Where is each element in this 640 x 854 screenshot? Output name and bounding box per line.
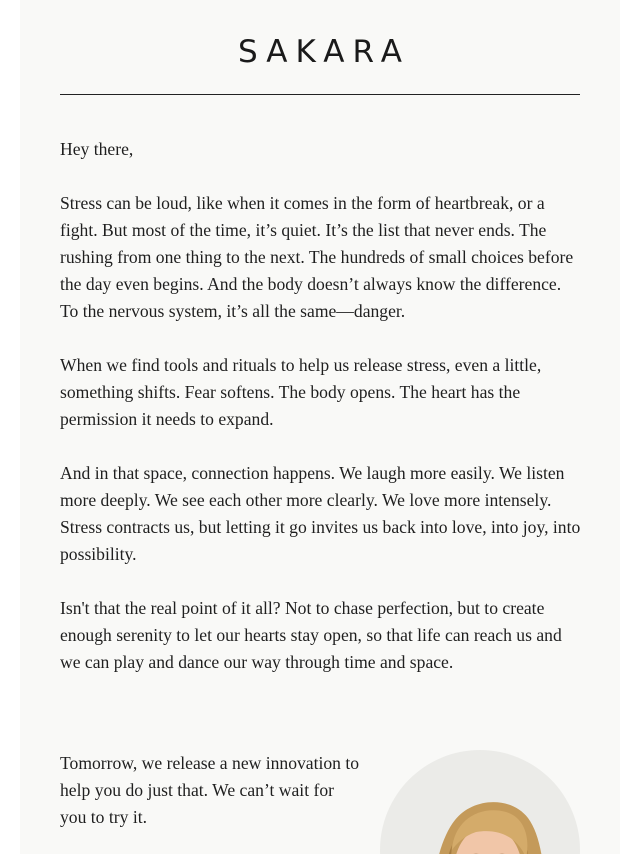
founder-portrait-photo — [380, 750, 580, 854]
body-paragraph-2: When we find tools and rituals to help us release stress, even a little, something shifts. Fear softens. The body opens. The heart has the permission it needs to expand. — [60, 355, 542, 429]
header-divider — [60, 94, 580, 95]
body-paragraph-1: Stress can be loud, like when it comes in the form of heartbreak, or a fight. But most of the time, it’s quiet. It’s the list that never ends. The rushing from one thing to the next. The hundreds of small choices before the day even begins. And the body doesn’t always know the difference. To the nervous system, it’s all the same—danger. — [60, 193, 574, 321]
body-paragraph-4: Isn't that the real point of it all? Not to chase perfection, but to create enough serenity to let our hearts stay open, so that life can reach us and we can play and dance our way through time and space. — [60, 598, 562, 672]
portrait-illustration — [380, 750, 580, 854]
closing-paragraph: Tomorrow, we release a new innovation to help you do just that. We can’t wait for you to try it. — [60, 753, 360, 827]
sakara-logo[interactable]: SAKARA — [238, 34, 410, 70]
email-body — [60, 136, 582, 703]
greeting: Hey there, — [60, 139, 134, 159]
email-container — [20, 0, 620, 854]
body-paragraph-3: And in that space, connection happens. We laugh more easily. We listen more deeply. We see each other more clearly. We love more intensely. Stress contracts us, but letting it go invites us back into love, into joy, into possibility. — [60, 463, 581, 564]
